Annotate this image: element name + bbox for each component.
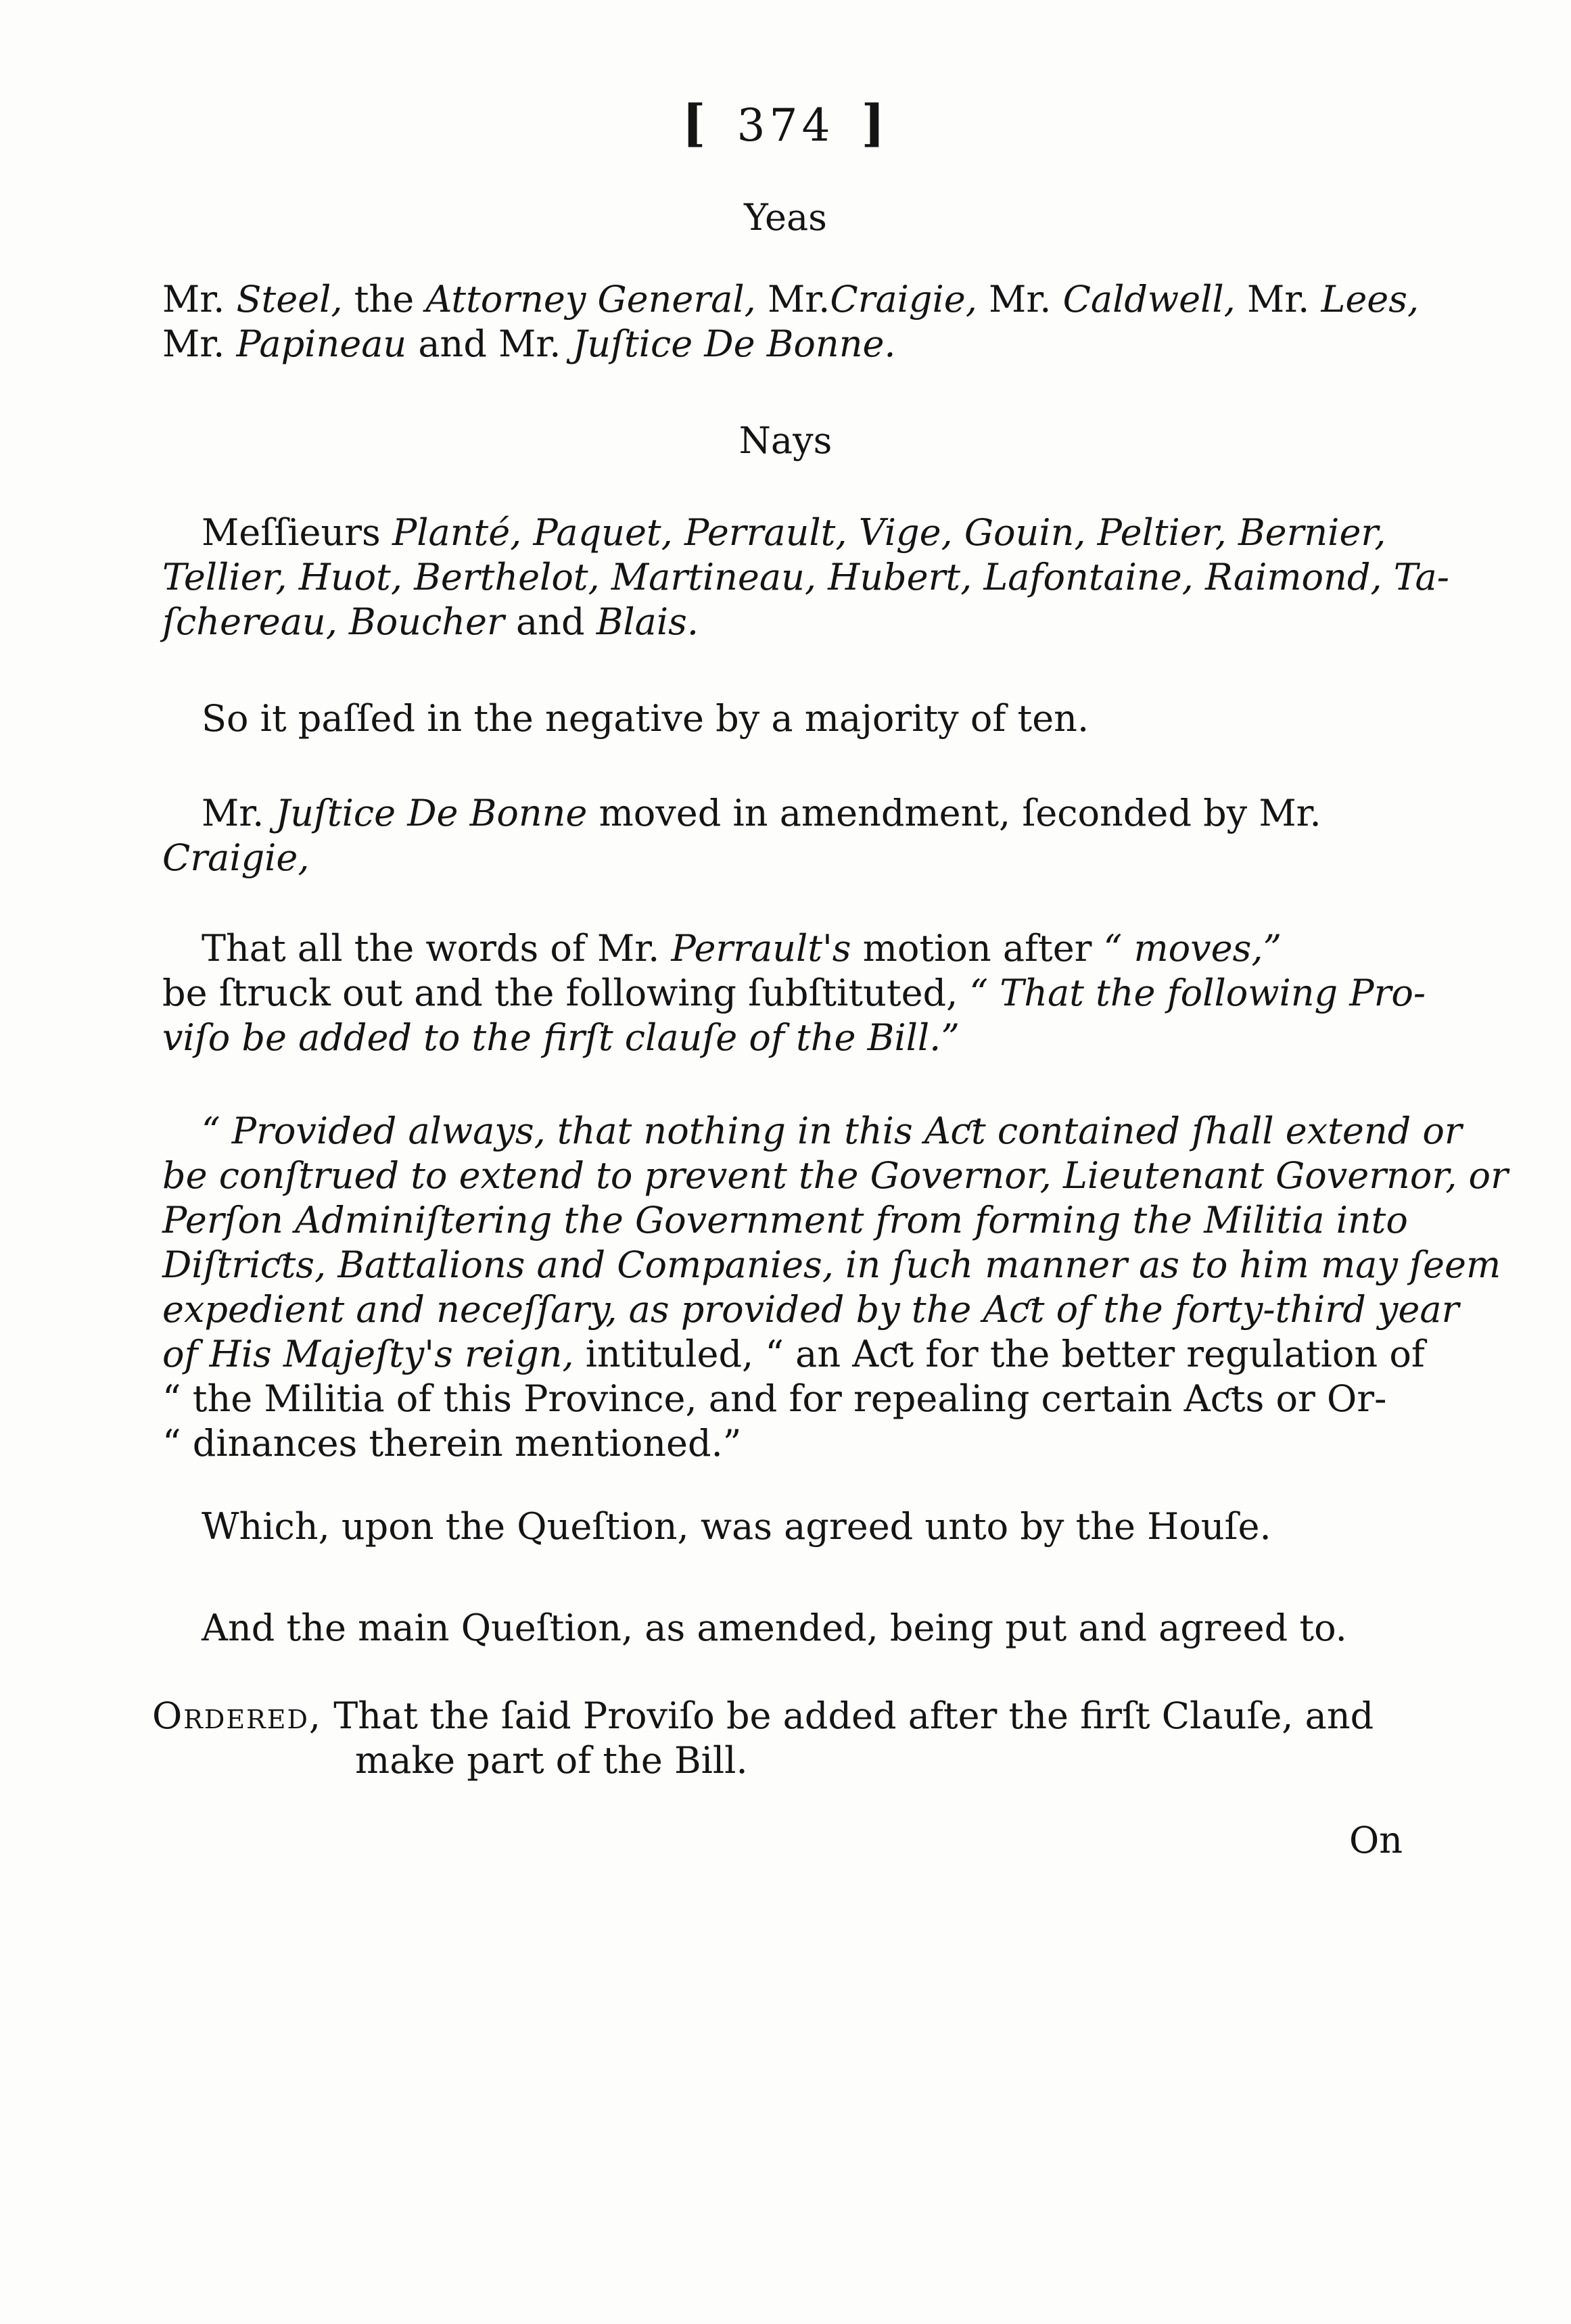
text: the (354, 278, 415, 321)
names: ſchereau, Boucher (162, 600, 505, 643)
bracket-open: [ (682, 95, 710, 153)
proviso-paragraph (162, 1109, 1508, 1466)
yeas-line-2 (162, 322, 1447, 366)
main-question-paragraph (162, 1606, 1447, 1651)
name: Craigie, (830, 278, 977, 321)
name: Perrault's (671, 927, 851, 970)
page-header (0, 95, 1571, 153)
which-paragraph (162, 1504, 1447, 1549)
name: Juſtice De Bonne. (572, 323, 896, 365)
text: Mr. (767, 278, 830, 321)
proviso-line-7: “ the Militia of this Province, and for repealing certain Aƈts or Or- (162, 1377, 1387, 1420)
yeas-line-1 (162, 277, 1447, 322)
nays-list (162, 511, 1447, 644)
motion-paragraph (162, 791, 1447, 880)
text: be ſtruck out and the following ſubſtituted, (162, 972, 958, 1014)
main-question-text: And the main Queſtion, as amended, being put and agreed to. (202, 1607, 1347, 1649)
which-text: Which, upon the Queſtion, was agreed unto by the Houſe. (202, 1505, 1271, 1548)
name: Papineau (236, 323, 407, 365)
that-line-3: viſo be added to the firſt clauſe of the Bill.” (162, 1016, 960, 1059)
nays-line-1 (162, 511, 1447, 555)
text: That the ſaid Proviſo be added after the firſt Clauſe, and (333, 1694, 1374, 1737)
text: Mr. (162, 278, 225, 321)
names: Planté, Paquet, Perrault, Vige, Gouin, Peltier, Bernier, (392, 511, 1386, 554)
text: motion after (862, 927, 1092, 970)
that-paragraph (162, 926, 1447, 1060)
nays-heading: Nays (738, 419, 833, 462)
text: moved in amendment, ſeconded by Mr. (599, 792, 1321, 834)
proviso-line-1: “ Provided always, that nothing in this Aƈt contained ſhall extend or (202, 1110, 1462, 1152)
proviso-line-5: expedient and neceſſary, as provided by the Aƈt of the forty-third year (162, 1288, 1459, 1331)
name: Caldwell, (1062, 278, 1236, 321)
name: Attorney General, (425, 278, 756, 321)
motion-line-1 (162, 791, 1447, 836)
ordered-line-2: make part of the Bill. (355, 1739, 748, 1782)
that-line-2 (162, 971, 1447, 1016)
result-paragraph (162, 696, 1447, 741)
that-line-1 (162, 926, 1447, 971)
nays-line-2: Tellier, Huot, Berthelot, Martineau, Hubert, Lafontaine, Raimond, Ta- (162, 556, 1449, 598)
ordered-line-1 (152, 1694, 1437, 1738)
yeas-heading: Yeas (744, 196, 827, 239)
text: Mr. (989, 278, 1052, 321)
ordered-paragraph (152, 1694, 1437, 1783)
text: That all the words of Mr. (202, 927, 660, 970)
proviso-line-3: Perſon Adminiſtering the Government from forming the Militia into (162, 1199, 1408, 1241)
proviso-line-4: Diſtriƈts, Battalions and Companies, in ſuch manner as to him may ſeem (162, 1243, 1501, 1286)
text: and (515, 600, 585, 643)
proviso-line-6 (162, 1332, 1447, 1377)
result-text: So it paſſed in the negative by a majority of ten. (202, 697, 1089, 740)
quote: “ That the following Pro- (969, 972, 1426, 1014)
text: Mr. (202, 792, 264, 834)
text: and Mr. (418, 323, 561, 365)
names: Blais. (596, 600, 699, 643)
yeas-list (162, 277, 1447, 366)
name: Juſtice De Bonne (275, 792, 588, 834)
text: Meſſieurs (202, 511, 381, 554)
motion-line-2: Craigie, (162, 836, 310, 879)
ordered-label: Ordered, (152, 1694, 323, 1737)
name: Lees, (1321, 278, 1420, 321)
text: Mr. (1246, 278, 1310, 321)
text: intituled, “ an Aƈt for the better regulation of (585, 1333, 1425, 1375)
quote: “ moves,” (1103, 927, 1282, 970)
name: Steel, (236, 278, 343, 321)
nays-line-3 (162, 600, 1447, 644)
text: of His Majeſty's reign, (162, 1333, 574, 1375)
proviso-line-2: be conſtrued to extend to prevent the Governor, Lieutenant Governor, or (162, 1154, 1508, 1197)
text: Mr. (162, 323, 225, 365)
catchword: On (1349, 1819, 1403, 1861)
proviso-line-8: “ dinances therein mentioned.” (162, 1422, 742, 1465)
bracket-close: ] (861, 95, 889, 153)
page-number: 374 (736, 99, 835, 151)
